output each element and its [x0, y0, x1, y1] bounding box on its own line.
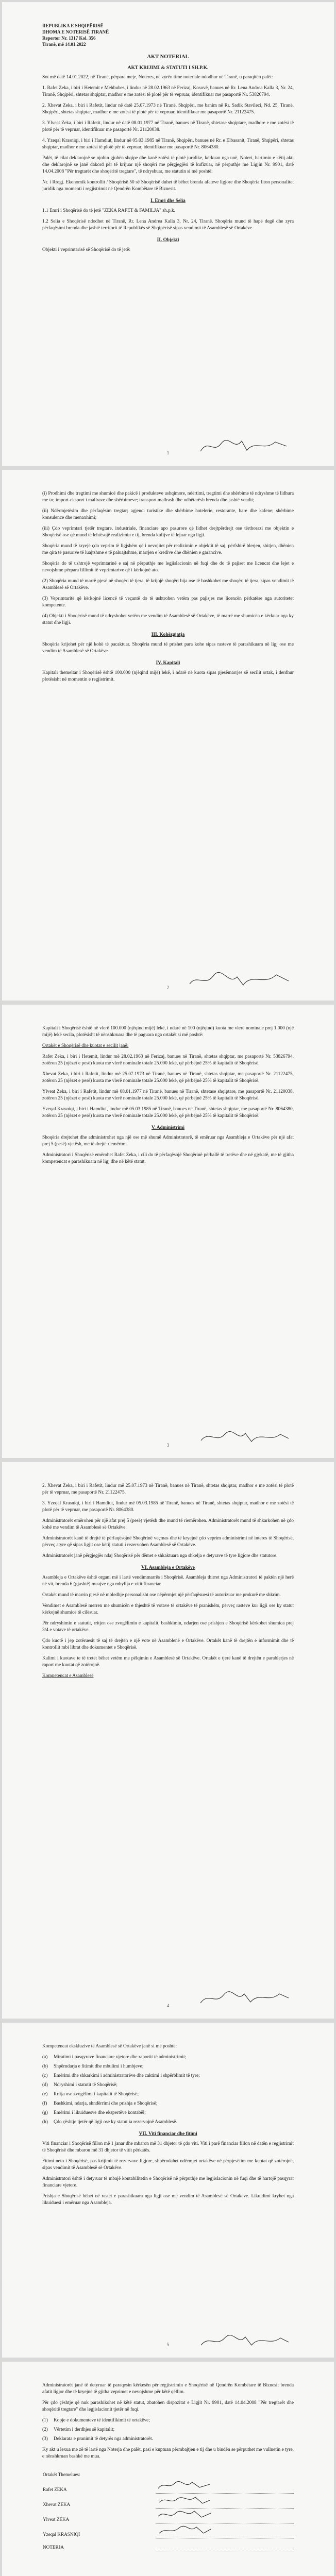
signature-scribble [156, 2524, 213, 2535]
section-heading: II. Objekti [157, 238, 179, 243]
body-paragraph: (4) Objekti i Shoqërisë mund të ndryshohet vetëm me vendim të Asamblesë së Ortakëve, të marrë me shumicën e kërkuar nga ky statut dhe ligji. [42, 614, 294, 625]
closing-paragraph: Ky akt u lexua me zë të lartë nga Noterja dhe palët, pasi e kuptuan përmbajtjen e tij dhe u bindën se përputhet me vullnetin e tyre, e nënshkruan bashkë me mua. [42, 2447, 294, 2459]
signature-row [42, 2523, 294, 2538]
section-heading: I. Emri dhe Selia [150, 198, 186, 204]
signature-scribble [156, 2479, 213, 2490]
section-heading: VI. Asambleja e Ortakëve [141, 1565, 195, 1570]
party-3: 3. Ylveat Zeka, i biri i Rafetit, lindur në datë 08.01.1977 në Tiranë, banues në Tiranë, shtetase shqiptare, madhore e me zotësi të plotë për të vepruar, identifikuar me pasaportë Nr. 21120038. [42, 121, 294, 132]
signature-line [156, 2538, 294, 2551]
section-heading: IV. Kapitali [156, 660, 180, 666]
signature-line [156, 2494, 294, 2509]
list-marker: (3) [42, 2436, 48, 2442]
signature-table [42, 2466, 294, 2551]
signature-line [156, 2479, 294, 2494]
body-paragraph: Administratorët emërohen për një afat prej 5 (pesë) vjetësh dhe mund të riemërohen. Administratorët mund të shkarkohen në çdo kohë me vendim të Asamblesë së Ortakëve. [42, 1518, 294, 1530]
objective-item: (ii) Ndërmjetësim dhe përfaqësim tregtar; agjenci turistike dhe shërbime hotelerie, restorante, bare dhe kafene; shërbime konsulence dhe menaxhimi; [42, 509, 294, 520]
signature-label: Ylveat ZEKA [43, 2516, 70, 2522]
shareholder-paragraph: Yzeqal Krasniqi, i biri i Hamdiut, lindur më 05.03.1985 në Tiranë, banues në Tiranë, shtetas shqiptar, me pasaportë Nr. 8064380, zotëron 25 (njëzet e pesë) kuota me vlerë nominale totale 25.000 lekë, që përbëjnë 25% të kapitalit të Shoqërisë. [42, 1107, 294, 1118]
list-text: Deklarata e pranimit të detyrës nga administratorët. [54, 2436, 153, 2442]
section-paragraph: Objekti i veprimtarisë së Shoqërisë do të jetë: [42, 247, 131, 252]
section-heading: III. Kohëzgjatja [151, 632, 185, 637]
body-paragraph: Administratorët janë të detyruar të paraqesin kërkesën për regjistrimin e Shoqërisë në Qendrën Kombëtare të Biznesit brenda afatit ligjor dhe të kryejnë të gjitha veprimet e nevojshme për këtë qëllim. [42, 2383, 294, 2395]
list-text: Kopje e dokumenteve të identifikimit të ortakëve; [54, 2418, 150, 2423]
body-paragraph: Shoqëria krijohet për një kohë të pacaktuar. Shoqëria mund të prishet para kohe sipas rasteve të parashikuara në ligj ose me vendim të Asamblesë së Ortakëve. [42, 642, 294, 654]
body-paragraph: Ortakët mund të marrin pjesë në mbledhje personalisht ose nëpërmjet një përfaqësuesi të autorizuar me prokurë me shkrim. [42, 1592, 281, 1598]
header-line-3: Repertor Nr. 1317 Kol. 356 [42, 36, 96, 41]
list-marker: (1) [42, 2418, 48, 2423]
list-item [42, 2073, 294, 2079]
document-subtitle: AKT KRIJIMI & STATUTI I SH.P.K. [127, 65, 209, 71]
body-paragraph: Nr. i Rregj. Ekonomik kontrollit / Shoqërisë 50 së Shoqërisë duhet të bëhet brenda afateve ligjore dhe Shoqëria fiton personalitet juridik nga momenti i regjistrimit në Qendrën Kombëtare të Biznesit. [42, 180, 294, 192]
intro-paragraph: Sot më datë 14.01.2022, në Tiranë, përpara meje, Noteres, në zyrën time noteriale ndodhur në Tiranë, u paraqitën palët: [42, 75, 273, 80]
list-marker: (f) [42, 2101, 47, 2106]
header-line-4: Tiranë, më 14.01.2022 [42, 42, 86, 47]
body-paragraph: 2. Xhevat Zeka, i biri i Rafetit, lindur më 25.07.1973 në Tiranë, banues në Tiranë, shtetas shqiptar, madhor e me zotësi të plotë për të vepruar, me pasaportë Nr. 21122475. [42, 1483, 294, 1495]
section-paragraph: 1.2 Selia e Shoqërisë ndodhet në Tiranë, Rr. Lena Andrea Kalla 3, Nr. 24, Tiranë. Shoqëria mund të hapë degë dhe zyra përfaqësimi brenda dhe jashtë territorit të Republikës së Shqipërisë sipas vendimit të Asamblesë së Ortakëve. [42, 219, 294, 231]
header-line-2: DHOMA E NOTERISË TIRANË [42, 29, 109, 35]
signature-label: Ortakët Themelues: [43, 2472, 80, 2477]
list-text: Bashkimi, ndarja, shndërrimi dhe prishja e Shoqërisë; [54, 2101, 158, 2106]
page-number: 1 [166, 450, 170, 455]
signature-value [156, 2466, 294, 2479]
body-paragraph: Vendimet e Asamblesë merren me shumicën e thjeshtë të votave të ortakëve të pranishëm, përveç rasteve kur ligji ose ky statut kërkojnë shumicë të cilësuar. [42, 1603, 294, 1615]
header-line-1: REPUBLIKA E SHQIPËRISË [42, 23, 104, 28]
body-paragraph: Administratorët janë përgjegjës ndaj Shoqërisë për dëmet e shkaktuara nga shkelja e detyrave të tyre ligjore dhe statutore. [42, 1553, 278, 1558]
signature-row [42, 2494, 294, 2509]
page-4 [2, 1462, 334, 2019]
section-paragraph: Administratori i Shoqërisë emërohet Rafet Zeka, i cili do të përfaqësojë Shoqërinë përballë të tretëve dhe në gjykatë, me të gjitha kompetencat e parashikuara në ligj dhe në këtë statut. [42, 1153, 294, 1164]
body-paragraph: Fitimi neto i Shoqërisë, pas krijimit të rezervave ligjore, shpërndahet ndërmjet ortakëve në përpjesëtim me kuotat që zotërojnë, sipas vendimit të Asamblesë së Ortakëve. [42, 2159, 294, 2171]
page-3 [2, 1005, 334, 1458]
list-text: Miratimi i pasqyrave financiare vjetore dhe raportit të administrimit; [54, 2055, 187, 2060]
page-number: 5 [166, 2342, 170, 2347]
body-paragraph: Kapitali themeltar i Shoqërisë është 100.000 (njëqind mijë) lekë, i ndarë në kuota sipas pjesëmarrjes së secilit ortak, i derdhur plotësisht në momentin e regjistrimit. [42, 670, 294, 682]
list-marker: (c) [42, 2073, 48, 2078]
list-text: Shpërndarja e fitimit dhe mbulimi i humbjeve; [54, 2064, 144, 2069]
body-paragraph: Shoqëria mund të kryejë çdo veprim të ligjshëm që i nevojitet për realizimin e objektit të saj, përfshirë blerjen, shitjen, dhënien me qira të pasurive të luajtshme e të paluajtshme, marrjen e kredive dhe dhënien e garancive. [42, 544, 294, 555]
signature-scribble [156, 2494, 213, 2505]
subsection-label: Kompetencat e Asamblesë [42, 1673, 94, 1679]
list-item [42, 2082, 294, 2089]
party-2: 2. Xhevat Zeka, i biri i Rafetit, lindur në datë 25.07.1973 në Tiranë, Shqipëri, me banim në Rr. Sadik Stavileci, Nd. 25, Tiranë, Shqipëri, shtetas shqiptar, madhor e me zotësi të plotë për të vepruar, identifikuar me pasaportë Nr. 21122475. [42, 103, 294, 115]
body-paragraph: Shoqëria do të ushtrojë veprimtarinë e saj në përputhje me legjislacionin në fuqi dhe do të pajiset me licencat dhe lejet e nevojshme përpara fillimit të veprimtarive që i kërkojnë ato. [42, 561, 294, 573]
list-marker: (b) [42, 2064, 48, 2069]
list-item [42, 2119, 294, 2126]
body-paragraph: (2) Shoqëria mund të marrë pjesë në shoqëri të tjera, të krijojë shoqëri bija ose të bashkohet me shoqëri të tjera, sipas vendimit të Asamblesë së Ortakëve. [42, 579, 294, 590]
signature-scribble [156, 2509, 213, 2520]
body-paragraph: Kapitali i Shoqërisë është në vlerë 100.000 (njëqind mijë) lekë, i ndarë në 100 (njëqind) kuota me vlerë nominale prej 1.000 (një mijë) lekë secila, plotësisht të nënshkruara dhe të paguara nga ortakët si më poshtë: [42, 1026, 294, 1038]
body-paragraph: Asambleja e Ortakëve është organi më i lartë vendimmarrës i Shoqërisë. Asambleja thirret nga Administratori të paktën një herë në vit, brenda 6 (gjashtë) muajve nga mbyllja e vitit financiar. [42, 1575, 294, 1587]
body-paragraph: Për ndryshimin e statutit, rritjen ose zvogëlimin e kapitalit, bashkimin, ndarjen ose prishjen e Shoqërisë kërkohet shumica prej 3/4 e votave të ortakëve. [42, 1621, 294, 1633]
signature-line [156, 2523, 294, 2538]
body-paragraph: Për çdo çështje që nuk parashikohet në këtë statut, zbatohen dispozitat e Ligjit Nr. 9901, datë 14.04.2008 "Për tregtarët dhe shoqëritë tregtare" dhe legjislacionit tjetër në fuqi. [42, 2400, 294, 2412]
list-marker: (h) [42, 2120, 48, 2125]
page-number: 4 [166, 2003, 170, 2008]
objective-item: (iii) Çdo veprimtari tjetër tregtare, industriale, financiare apo pasurore që lidhet drejtpërdrejt ose tërthorazi me objektin e Shoqërisë ose që mund të lehtësojë realizimin e tij, brenda kufijve të lejuar nga ligji. [42, 526, 294, 538]
page-number: 3 [166, 1443, 170, 1448]
document-title: AKT NOTERIAL [147, 54, 189, 60]
shareholder-paragraph: Rafet Zeka, i biri i Hetemit, lindur më 28.02.1963 në Ferizaj, banues në Tiranë, shtetas shqiptar, me pasaportë Nr. 53826794, zotëron 25 (njëzet e pesë) kuota me vlerë nominale totale 25.000 lekë, që përbëjnë 25% të kapitalit të Shoqërisë. [42, 1054, 294, 1066]
body-paragraph: Çdo kuotë i jep zotëruesit të saj të drejtën e një vote në Asamblenë e Ortakëve. Ortakët kanë të drejtën e informimit dhe të kontrollit mbi librat dhe dokumentet e Shoqërisë. [42, 1638, 294, 1650]
party-4: 4. Yzeqal Krasniqi, i biri i Hamdiut, lindur në 05.03.1985 në Tiranë, Shqipëri, banues në Rr. e Elbasanit, Tiranë, Shqipëri, shtetas shqiptar, madhor e me zotësi të plotë për të vepruar, identifikuar me pasaportë Nr. 8064380. [42, 138, 294, 150]
signature-label: Xhevat ZEKA [43, 2501, 71, 2507]
signature-row [42, 2466, 294, 2479]
shareholder-paragraph: Ylveat Zeka, i biri i Rafetit, lindur më 08.01.1977 në Tiranë, banues në Tiranë, shtetase shqiptare, me pasaportë Nr. 21120038, zotëron 25 (njëzet e pesë) kuota me vlerë nominale totale 25.000 lekë, që përbëjnë 25% të kapitalit të Shoqërisë. [42, 1089, 294, 1101]
objective-item: (i) Prodhimi dhe tregtimi me shumicë dhe pakicë i produkteve ushqimore, ndërtimi, tregtimi dhe shërbime të ndryshme të lidhura me to; import-eksport i mallrave dhe shërbimeve; transport mallrash dhe udhëtarësh brenda dhe jashtë vendit; [42, 491, 294, 503]
shareholder-paragraph: Xhevat Zeka, i biri i Rafetit, lindur më 25.07.1973 në Tiranë, banues në Tiranë, shtetas shqiptar, me pasaportë Nr. 21122475, zotëron 25 (njëzet e pesë) kuota me vlerë nominale totale 25.000 lekë, që përbëjnë 25% të kapitalit të Shoqërisë. [42, 1072, 294, 1083]
page-number: 2 [166, 985, 170, 990]
page-6 [2, 2362, 334, 2576]
list-marker: (2) [42, 2427, 48, 2432]
section-paragraph: 1.1 Emri i Shoqërisë do të jetë "ZEKA RAFET & FAMILJA" sh.p.k. [42, 208, 176, 213]
body-paragraph: Kalimi i kuotave te të tretët bëhet vetëm me pëlqimin e Asamblesë së Ortakëve. Ortakët e tjerë kanë të drejtën e parablerjes në raport me kuotat që zotërojnë. [42, 1656, 294, 1668]
list-text: Vërtetim i derdhjes së kapitalit; [54, 2427, 115, 2432]
document-header [42, 23, 294, 47]
list-intro: Kompetencat ekskluzive të Asamblesë së Ortakëve janë si më poshtë: [42, 2044, 177, 2049]
page-1 [2, 2, 334, 466]
list-item [42, 2054, 294, 2061]
body-paragraph: Palët, të cilat deklarojnë se njohin gjuhën shqipe dhe kanë zotësi të plotë juridike, kërkuan nga unë, Noteri, hartimin e këtij akti dhe deklarojnë se janë dakord për të krijuar një shoqëri me përgjegjësi të kufizuar, në përputhje me Ligjin Nr. 9901, datë 14.04.2008 "Për tregtarët dhe shoqëritë tregtare", të ndryshuar, me statutin si më poshtë: [42, 156, 294, 174]
list-item [42, 2110, 294, 2116]
section-paragraph: Shoqëria drejtohet dhe administrohet nga një ose më shumë Administratorë, të emëruar nga Asambleja e Ortakëve për një afat prej 5 (pesë) vjetësh, me të drejtë riemërimi. [42, 1135, 294, 1147]
list-item [42, 2063, 294, 2070]
list-item [42, 2427, 294, 2433]
list-text: Emërimi i likuiduesve dhe ekspertëve kontabël; [54, 2110, 146, 2115]
list-item [42, 2091, 294, 2098]
section-heading: VII. Viti financiar dhe fitimi [139, 2131, 197, 2137]
signature-label: Rafet ZEKA [43, 2486, 67, 2492]
signature-row [42, 2479, 294, 2494]
list-marker: (d) [42, 2082, 48, 2088]
signature-line [156, 2509, 294, 2523]
body-paragraph: Viti financiar i Shoqërisë fillon më 1 janar dhe mbaron më 31 dhjetor të çdo viti. Viti i parë financiar fillon në datën e regjistrimit të Shoqërisë dhe mbaron më 31 dhjetor të vitit përkatës. [42, 2141, 294, 2153]
signature-label: Yzeqal KRASNIQI [43, 2531, 80, 2537]
party-1: 1. Rafet Zeka, i biri i Hetemit e Mehbubes, i lindur në 28.02.1963 në Ferizaj, Kosovë, banues në Rr. Lena Andrea Kalla 3, Nr. 24, Tiranë, Shqipëri, shtetas shqiptar, madhor e me zotësi të plotë për të vepruar, identifikuar me pasaportë Nr. 53826794. [42, 86, 294, 97]
signature-label: NOTERJA [43, 2544, 64, 2550]
list-item [42, 2436, 294, 2443]
list-text: Ndryshimi i statutit të Shoqërisë; [54, 2082, 117, 2088]
signature-row [42, 2509, 294, 2523]
section-heading: V. Administrimi [152, 1125, 184, 1130]
body-paragraph: 3. Yzeqal Krasniqi, i biri i Hamdiut, lindur më 05.03.1985 në Tiranë, banues në Tiranë, shtetas shqiptar, madhor e me zotësi të plotë për të vepruar, me pasaportë Nr. 8064380. [42, 1501, 294, 1513]
body-paragraph: (3) Veprimtaritë që kërkojnë licencë të veçantë do të ushtrohen vetëm pas pajisjes me licencën përkatëse nga autoritetet kompetente. [42, 596, 294, 608]
list-marker: (g) [42, 2110, 48, 2115]
body-paragraph: Administratori është i detyruar të mbajë kontabilitetin e Shoqërisë në përputhje me legjislacionin në fuqi dhe të hartojë pasqyrat financiare vjetore. [42, 2176, 294, 2188]
list-marker: (a) [42, 2055, 48, 2060]
list-item [42, 2417, 294, 2424]
list-text: Emërimi dhe shkarkimi i administratorëve dhe caktimi i shpërblimit të tyre; [54, 2073, 200, 2078]
signature-row [42, 2538, 294, 2551]
body-paragraph: Prishja e Shoqërisë bëhet në rastet e parashikuara nga ligji ose me vendim të Asamblesë së Ortakëve. Likuidimi kryhet nga likuiduesi i emëruar nga Asambleja. [42, 2194, 294, 2206]
list-item [42, 2100, 294, 2107]
page-5 [2, 2023, 334, 2358]
body-paragraph: Administratorët kanë të drejtë të përfaqësojnë Shoqërinë veçmas dhe të kryejnë çdo veprim administrimi në interes të Shoqërisë, përveç atyre që sipas ligjit ose këtij statuti i rezervohen Asamblesë së Ortakëve. [42, 1536, 294, 1548]
list-text: Rritja ose zvogëlimi i kapitalit të Shoqërisë; [54, 2092, 139, 2097]
body-paragraph: Ortakët e Shoqërisë dhe kuotat e secilit janë: [42, 1043, 129, 1048]
list-text: Çdo çështje tjetër që ligji ose ky statut ia rezervojnë Asamblesë. [54, 2120, 177, 2125]
page-2 [2, 470, 334, 1001]
list-marker: (e) [42, 2092, 48, 2097]
